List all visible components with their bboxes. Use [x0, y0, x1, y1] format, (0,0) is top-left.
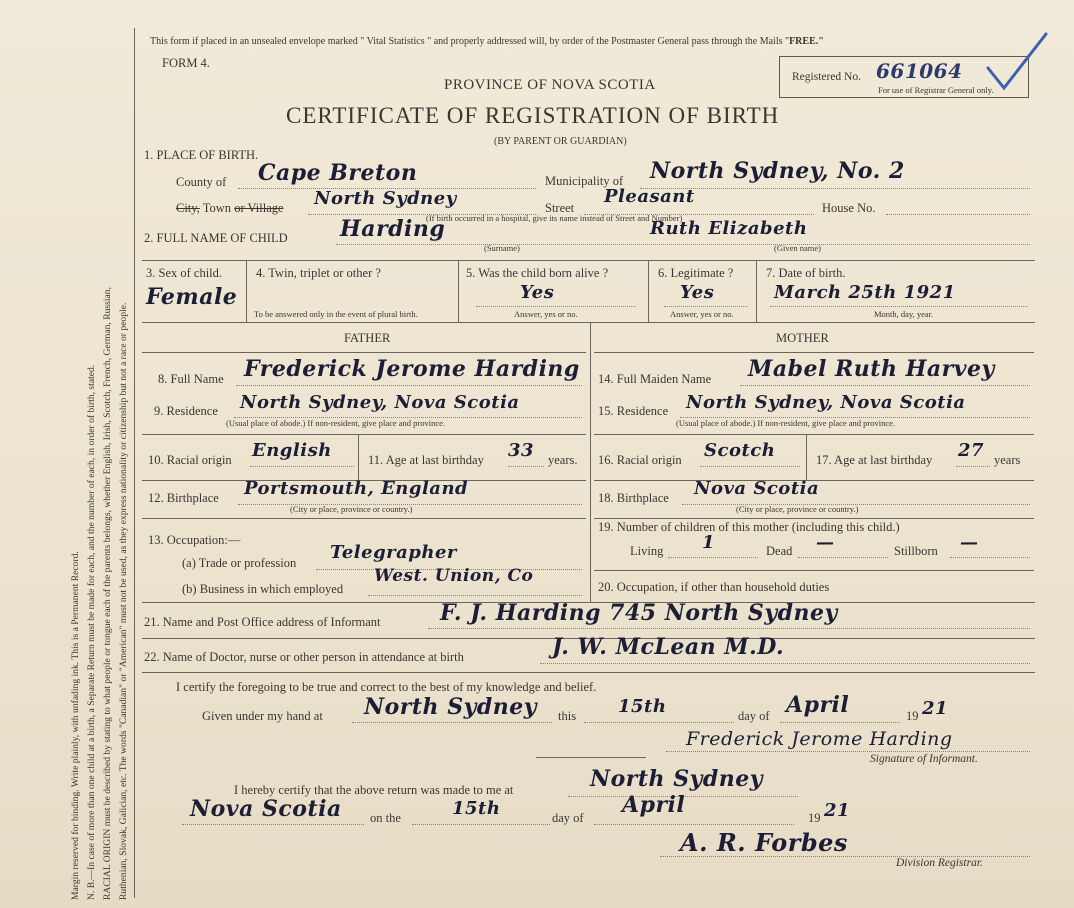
father-age-unit: years.: [548, 453, 578, 467]
registrar-place-line1: North Sydney: [590, 766, 764, 792]
county-value: Cape Breton: [258, 160, 418, 186]
father-racial-line: [250, 466, 354, 467]
village-label: or Village: [234, 201, 284, 215]
mother-racial-line: [700, 466, 800, 467]
mother-age-value: 27: [958, 440, 985, 461]
this-label: this: [558, 709, 577, 723]
children-count-label: 19. Number of children of this mother (including this child.): [598, 520, 900, 534]
legitimate-line: [664, 306, 748, 307]
twin-note: To be answered only in the event of plural birth.: [254, 309, 418, 319]
father-birthplace-note: (City or place, province or country.): [290, 504, 413, 514]
mother-name-line: [740, 385, 1030, 386]
living-label: Living: [630, 544, 664, 558]
registrar-month: April: [622, 792, 686, 818]
stillborn-label: Stillborn: [894, 544, 938, 558]
mother-birthplace-label: 18. Birthplace: [598, 491, 669, 505]
legitimate-note: Answer, yes or no.: [670, 309, 734, 319]
registrar-year-suffix: 21: [824, 800, 851, 821]
town-label: Town: [202, 201, 232, 215]
dob-value: March 25th 1921: [774, 282, 956, 303]
county-label: County of: [176, 175, 227, 189]
municipality-label: Municipality of: [545, 174, 624, 188]
informant-label: 21. Name and Post Office address of Informant: [144, 615, 381, 629]
municipality-value: North Sydney, No. 2: [650, 158, 905, 184]
given-place-line: [352, 722, 552, 723]
surname-note: (Surname): [484, 243, 520, 253]
postal-note: This form if placed in an unsealed envelope marked " Vital Statistics " and properly addressed will, by order of the Postmaster General pass through the Mails "FREE.": [150, 36, 824, 47]
registrar-place2-line: [182, 824, 364, 825]
hospital-note: (If birth occurred in a hospital, give its name instead of Street and Number): [426, 213, 683, 223]
born-alive-note: Answer, yes or no.: [514, 309, 578, 319]
mother-residence-value: North Sydney, Nova Scotia: [686, 392, 966, 413]
doctor-value: J. W. McLean M.D.: [552, 634, 785, 660]
registrar-signature: A. R. Forbes: [680, 828, 848, 857]
mother-birthplace-rule: [594, 518, 1034, 519]
business-label: (b) Business in which employed: [182, 582, 344, 596]
certificate-subtitle: (BY PARENT OR GUARDIAN): [494, 136, 627, 147]
twin-label: 4. Twin, triplet or other ?: [256, 266, 381, 280]
children-rule: [594, 570, 1034, 571]
father-residence-value: North Sydney, Nova Scotia: [240, 392, 520, 413]
mother-racial-divider: [806, 434, 807, 480]
mother-racial-value: Scotch: [704, 440, 776, 461]
registrar-year-prefix: 19: [808, 811, 821, 825]
mother-age-label: 17. Age at last birthday: [816, 453, 933, 467]
registered-label: Registered No.: [792, 71, 861, 83]
street-value: Pleasant: [604, 186, 695, 207]
mother-age-line: [956, 466, 990, 467]
dead-label: Dead: [766, 544, 793, 558]
father-age-line: [508, 466, 544, 467]
registrar-day-of: day of: [552, 811, 584, 825]
doctor-line: [540, 663, 1030, 664]
parents-heading-rule-right: [594, 352, 1034, 353]
dob-line: [770, 306, 1028, 307]
born-alive-line: [476, 306, 636, 307]
given-month-line: [780, 722, 900, 723]
child-given-name: Ruth Elizabeth: [650, 218, 808, 239]
registrar-day: 15th: [452, 798, 501, 819]
informant-value: F. J. Harding 745 North Sydney: [440, 600, 838, 626]
living-value: 1: [702, 532, 716, 553]
father-name-line: [236, 385, 582, 386]
mother-racial-label: 16. Racial origin: [598, 453, 682, 467]
business-line: [368, 595, 582, 596]
father-racial-value: English: [252, 440, 332, 461]
row3-divider-4: [756, 260, 757, 322]
mother-birthplace-note: (City or place, province or country.): [736, 504, 859, 514]
father-age-value: 33: [508, 440, 535, 461]
binding-margin-line: [134, 28, 135, 898]
father-residence-label: 9. Residence: [154, 404, 218, 418]
given-year-suffix: 21: [922, 698, 949, 719]
row3-divider-3: [648, 260, 649, 322]
trade-label: (a) Trade or profession: [182, 556, 297, 570]
parents-divider: [590, 322, 591, 602]
given-day-line: [584, 722, 734, 723]
mother-birthplace-value: Nova Scotia: [694, 478, 820, 499]
born-alive-value: Yes: [520, 282, 555, 303]
city-label: City,: [176, 201, 200, 215]
sex-value: Female: [146, 284, 238, 310]
informant-signature-line: [666, 751, 1030, 752]
father-residence-rule: [142, 434, 586, 435]
given-day-value: 15th: [618, 696, 667, 717]
informant-signature-label: Signature of Informant.: [870, 753, 978, 765]
row3-bottom-border: [142, 322, 1035, 323]
father-name-label: 8. Full Name: [158, 372, 224, 386]
checkmark-icon: [982, 30, 1052, 96]
registrar-title: Division Registrar.: [896, 857, 983, 869]
given-name-note: (Given name): [774, 243, 821, 253]
stillborn-value: —: [960, 532, 979, 553]
living-line: [668, 557, 758, 558]
child-surname: Harding: [340, 216, 446, 242]
legitimate-label: 6. Legitimate ?: [658, 266, 734, 280]
registrar-place-line2: Nova Scotia: [190, 796, 342, 822]
day-of-label: day of: [738, 709, 770, 723]
mother-residence-rule: [594, 434, 1034, 435]
registrar-note: For use of Registrar General only.: [878, 85, 994, 95]
father-birthplace-label: 12. Birthplace: [148, 491, 219, 505]
father-racial-label: 10. Racial origin: [148, 453, 232, 467]
given-under-label: Given under my hand at: [202, 709, 323, 723]
given-year-prefix: 19: [906, 709, 919, 723]
certificate-title: CERTIFICATE OF REGISTRATION OF BIRTH: [286, 103, 780, 128]
house-label: House No.: [822, 201, 876, 215]
row3-divider-1: [246, 260, 247, 322]
dob-label: 7. Date of birth.: [766, 266, 846, 280]
nb-note: N. B.—In case of more than one child at a birth, a Separate Return must be made for each, and the number of each, in order of birth, stated.: [86, 364, 97, 900]
row3-divider-2: [458, 260, 459, 322]
business-value: West. Union, Co: [374, 566, 534, 586]
mother-name-value: Mabel Ruth Harvey: [748, 356, 995, 382]
certify-statement: I certify the foregoing to be true and correct to the best of my knowledge and belief.: [176, 680, 597, 694]
father-birthplace-rule: [142, 518, 586, 519]
mother-heading: MOTHER: [776, 331, 829, 345]
father-racial-divider: [358, 434, 359, 480]
registrar-on-the: on the: [370, 811, 401, 825]
father-heading: FATHER: [344, 331, 391, 345]
born-alive-label: 5. Was the child born alive ?: [466, 266, 609, 280]
dob-note: Month, day, year.: [874, 309, 934, 319]
informant-signature: Frederick Jerome Harding: [686, 728, 953, 750]
parents-heading-rule-left: [142, 352, 586, 353]
occupation-label: 13. Occupation:—: [148, 533, 241, 547]
racial-origin-note: RACIAL ORIGIN must be described by stating to what people or tongue each of the parents belongs, whether English, Irish, Scotch, French, German, Russian,: [102, 287, 113, 900]
father-name-value: Frederick Jerome Harding: [244, 356, 580, 382]
form-number: FORM 4.: [162, 56, 210, 70]
child-name-line: [336, 244, 1030, 245]
sex-label: 3. Sex of child.: [146, 266, 223, 280]
father-residence-note: (Usual place of abode.) If non-resident, give place and province.: [226, 418, 446, 428]
registrar-day-line: [412, 824, 550, 825]
province-heading: PROVINCE OF NOVA SCOTIA: [444, 77, 656, 93]
stillborn-line: [950, 557, 1030, 558]
municipality-line: [640, 188, 1030, 189]
doctor-rule: [142, 672, 1035, 673]
place-of-birth-label: 1. PLACE OF BIRTH.: [144, 148, 259, 162]
mother-residence-note: (Usual place of abode.) If non-resident, give place and province.: [676, 418, 896, 428]
city-town-label: [176, 201, 284, 216]
dead-line: [798, 557, 888, 558]
legitimate-value: Yes: [680, 282, 715, 303]
father-age-label: 11. Age at last birthday: [368, 453, 484, 467]
trade-value: Telegrapher: [330, 542, 457, 563]
mother-occupation-label: 20. Occupation, if other than household duties: [598, 580, 830, 594]
row3-top-border: [142, 260, 1035, 261]
given-place-value: North Sydney: [364, 694, 538, 720]
registered-number: 661064: [876, 59, 963, 83]
dead-value: —: [816, 532, 835, 553]
mother-name-label: 14. Full Maiden Name: [598, 372, 712, 386]
father-birthplace-value: Portsmouth, England: [244, 478, 469, 499]
registrar-statement: I hereby certify that the above return was made to me at: [234, 783, 514, 797]
signature-blank-line: [536, 757, 646, 758]
street-label: Street: [545, 201, 575, 215]
margin-note: Margin reserved for binding. Write plainly, with unfading ink. This is a Permanent Record.: [70, 551, 81, 900]
mother-age-unit: years: [994, 453, 1021, 467]
registrar-month-line: [594, 824, 794, 825]
given-month-value: April: [786, 692, 850, 718]
child-name-label: 2. FULL NAME OF CHILD: [144, 231, 288, 245]
mother-residence-label: 15. Residence: [598, 404, 669, 418]
town-value: North Sydney: [314, 188, 457, 209]
house-line: [886, 214, 1030, 215]
doctor-label: 22. Name of Doctor, nurse or other person in attendance at birth: [144, 650, 464, 664]
racial-origin-note-2: Ruthenian, Slovak, Galician, etc. The words "Canadian" or "American" must not be used, as they express nationality or citizenship but not a race or people.: [118, 302, 129, 900]
informant-line: [428, 628, 1030, 629]
